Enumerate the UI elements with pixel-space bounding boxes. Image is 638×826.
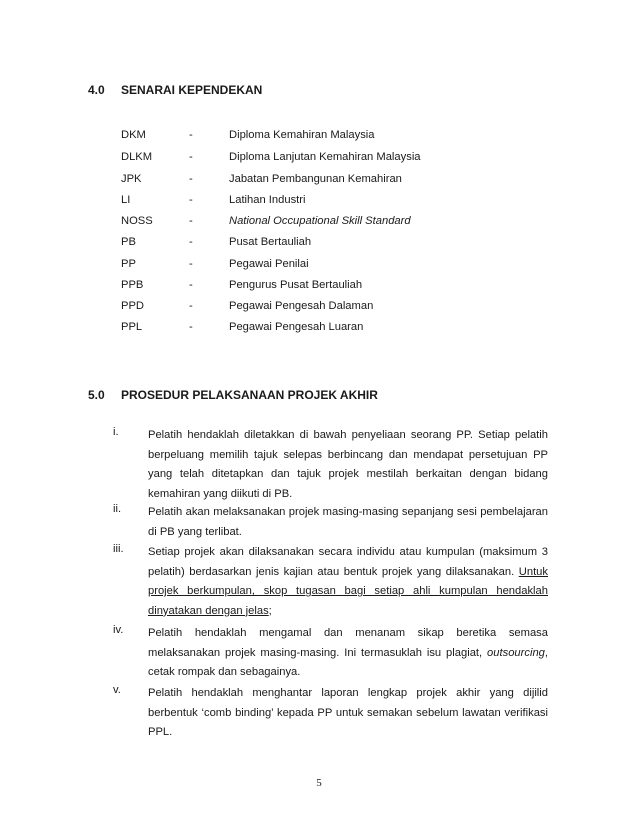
abbreviation-dash: -	[189, 300, 193, 312]
abbreviation-definition: Diploma Kemahiran Malaysia	[229, 129, 375, 141]
page-number: 5	[316, 777, 322, 789]
procedure-item-text-part: ;	[268, 604, 272, 617]
abbreviation-row	[0, 151, 638, 169]
abbreviation-code: LI	[121, 194, 131, 206]
procedure-item-number: iii.	[113, 543, 124, 555]
abbreviation-definition: Pegawai Penilai	[229, 258, 309, 270]
abbreviation-row	[0, 258, 638, 276]
abbreviation-dash: -	[189, 151, 193, 163]
procedure-item-number: i.	[113, 426, 119, 438]
abbreviation-row	[0, 279, 638, 297]
procedure-item-number: iv.	[113, 624, 124, 636]
procedure-item-underlined-text: Untuk projek berkumpulan, skop tugasan bagi setiap ahli kumpulan hendaklah dinyatakan dengan jelas	[148, 565, 548, 617]
section-5-title: PROSEDUR PELAKSANAAN PROJEK AKHIR	[121, 388, 378, 402]
abbreviation-definition: Latihan Industri	[229, 194, 306, 206]
procedure-item-number: v.	[113, 684, 121, 696]
procedure-item-text	[148, 543, 548, 621]
procedure-item-text: Pelatih hendaklah diletakkan di bawah penyeliaan seorang PP. Setiap pelatih berpeluang memilih tajuk selepas berbincang dan mendapat persetujuan PP yang telah ditetapkan dan tajuk projek mestilah berkaitan dengan bidang kemahiran yang diikuti di PB.	[148, 429, 548, 500]
abbreviation-row	[0, 236, 638, 254]
abbreviation-code: PP	[121, 258, 136, 270]
abbreviation-dash: -	[189, 173, 193, 185]
procedure-item-text-part: Pelatih hendaklah mengamal dan menanam sikap beretika semasa melaksanakan projek masing-masing. Ini termasuklah isu plagiat,	[148, 627, 548, 659]
abbreviation-row	[0, 129, 638, 147]
abbreviation-row	[0, 173, 638, 191]
abbreviation-definition: National Occupational Skill Standard	[229, 215, 411, 227]
abbreviation-dash: -	[189, 258, 193, 270]
abbreviation-definition: Pengurus Pusat Bertauliah	[229, 279, 363, 291]
section-5-number: 5.0	[88, 388, 105, 402]
abbreviation-code: DKM	[121, 129, 146, 141]
abbreviation-row	[0, 215, 638, 233]
abbreviation-definition: Diploma Lanjutan Kemahiran Malaysia	[229, 151, 421, 163]
procedure-item-text-part: Setiap projek akan dilaksanakan secara individu atau kumpulan (maksimum 3 pelatih) berdasarkan jenis kajian atau bentuk projek yang dilaksanakan.	[148, 546, 548, 578]
abbreviation-code: JPK	[121, 173, 142, 185]
abbreviation-definition: Pegawai Pengesah Luaran	[229, 321, 364, 333]
abbreviation-code: PPD	[121, 300, 145, 312]
section-4-number: 4.0	[88, 83, 105, 97]
procedure-item-italic-text: outsourcing	[487, 646, 545, 659]
abbreviation-code: NOSS	[121, 215, 153, 227]
abbreviation-dash: -	[189, 279, 193, 291]
procedure-item-text: Pelatih akan melaksanakan projek masing-masing sepanjang sesi pembelajaran di PB yang terlibat.	[148, 506, 548, 538]
abbreviation-definition: Pegawai Pengesah Dalaman	[229, 300, 374, 312]
abbreviation-dash: -	[189, 129, 193, 141]
procedure-item-text: Pelatih hendaklah menghantar laporan lengkap projek akhir yang dijilid berbentuk ‘comb binding’ kepada PP untuk semakan sebelum lawatan verifikasi PPL.	[148, 687, 548, 739]
abbreviation-code: PPB	[121, 279, 144, 291]
procedure-item-number: ii.	[113, 503, 122, 515]
section-4-title: SENARAI KEPENDEKAN	[121, 83, 263, 97]
abbreviation-row	[0, 321, 638, 339]
abbreviation-dash: -	[189, 215, 193, 227]
section-5-heading	[0, 388, 638, 404]
section-4-heading	[0, 83, 638, 99]
abbreviation-definition: Jabatan Pembangunan Kemahiran	[229, 173, 402, 185]
abbreviation-code: DLKM	[121, 151, 153, 163]
abbreviation-code: PPL	[121, 321, 143, 333]
abbreviation-row	[0, 194, 638, 212]
abbreviation-dash: -	[189, 236, 193, 248]
abbreviation-dash: -	[189, 321, 193, 333]
abbreviation-row	[0, 300, 638, 318]
abbreviation-dash: -	[189, 194, 193, 206]
procedure-item-text	[148, 624, 548, 683]
procedure-item-text-part: , cetak rompak dan sebagainya.	[148, 646, 548, 679]
abbreviation-definition: Pusat Bertauliah	[229, 236, 312, 248]
abbreviation-code: PB	[121, 236, 136, 248]
